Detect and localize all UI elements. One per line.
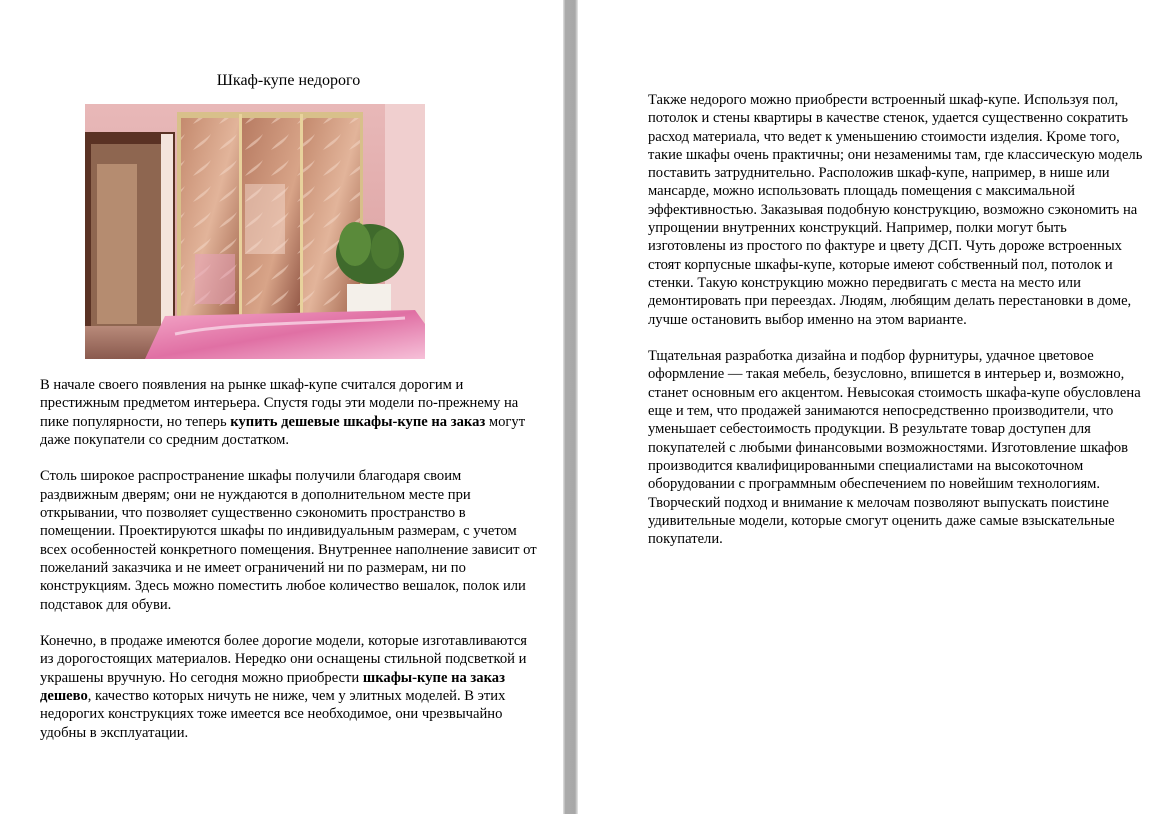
- paragraph: Конечно, в продаже имеются более дорогие модели, которые изготавливаются из дорогостоящих материалов. Нередко они оснащены стильной подсветкой и украшены вручную. Но сегодня можно приобрести шкафы-купе на заказ дешево, качество которых ничуть не ниже, чем у элитных моделей. В этих недорогих конструкциях тоже имеется все необходимое, они чрезвычайно удобны в эксплуатации.: [40, 633, 528, 741]
- paragraph: Также недорого можно приобрести встроенный шкаф-купе. Используя пол, потолок и стены квартиры в качестве стенок, удается существенно сократить расход материала, что ведет к уменьшению стоимости изделия. Кроме того, такие шкафы очень практичны; они незаменимы там, где классическую модель поставить затруднительно. Расположив шкаф-купе, например, в нише или мансарде, можно использовать площадь помещения с максимальной эффективностью. Заказывая подобную конструкцию, возможно сэкономить на упрощении внутренних конструкций. Например, полки могут быть изготовлены из простого по фактуре и цвету ДСП. Чуть дороже встроенных стоят корпусные шкафы-купе, которые имеют собственный пол, потолок и стенки. Такую конструкцию можно передвигать с места на место или демонтировать при переездах. Людям, любящим делать перестановки в доме, лучше остановить выбор именно на этом варианте.: [648, 92, 1143, 328]
- page-gutter: [563, 0, 578, 814]
- paragraph: В начале своего появления на рынке шкаф-купе считался дорогим и престижным предметом интерьера. Спустя годы эти модели по-прежнему на пике популярности, но теперь купить дешевые шкафы-купе на заказ могут даже покупатели со средним достатком.: [40, 377, 526, 448]
- paragraph: Столь широкое распространение шкафы получили благодаря своим раздвижным дверям; они не нуждаются в дополнительном месте при открывании, что позволяет существенно сэкономить пространство в помещении. Проектируются шкафы по индивидуальным размерам, с учетом всех особенностей конкретного помещения. Внутреннее наполнение зависит от пожеланий заказчика и не имеет ограничений ни по размерам, ни по конструкциям. Здесь можно поместить любое количество вешалок, полок или подставок для обуви.: [40, 468, 537, 613]
- paragraph: Тщательная разработка дизайна и подбор фурнитуры, удачное цветовое оформление — такая мебель, безусловно, впишется в интерьер и, возможно, станет основным его акцентом. Невысокая стоимость шкафа-купе обусловлена еще и тем, что продажей занимаются непосредственно производители, что уменьшает себестоимость продукции. В результате товар доступен для покупателей с любыми финансовыми возможностями. Изготовление шкафов производится квалифицированными специалистами на высокоточном оборудовании с программным обеспечением по новейшим технологиям. Творческий подход и внимание к мелочам позволяют выпускать поистине удивительные модели, которые смогут оценить даже самые взыскательные покупатели.: [648, 348, 1141, 548]
- right-page-text: [648, 91, 1148, 567]
- document-page-left: [0, 0, 563, 814]
- wardrobe-photo: [85, 104, 425, 359]
- bold-phrase: купить дешевые шкафы-купе на заказ: [230, 413, 486, 430]
- bold-phrase: шкафы-купе на заказ дешево: [40, 669, 505, 705]
- page-title: Шкаф-купе недорого: [216, 72, 361, 89]
- left-page-text: [40, 376, 540, 760]
- document-page-right: [578, 0, 1159, 814]
